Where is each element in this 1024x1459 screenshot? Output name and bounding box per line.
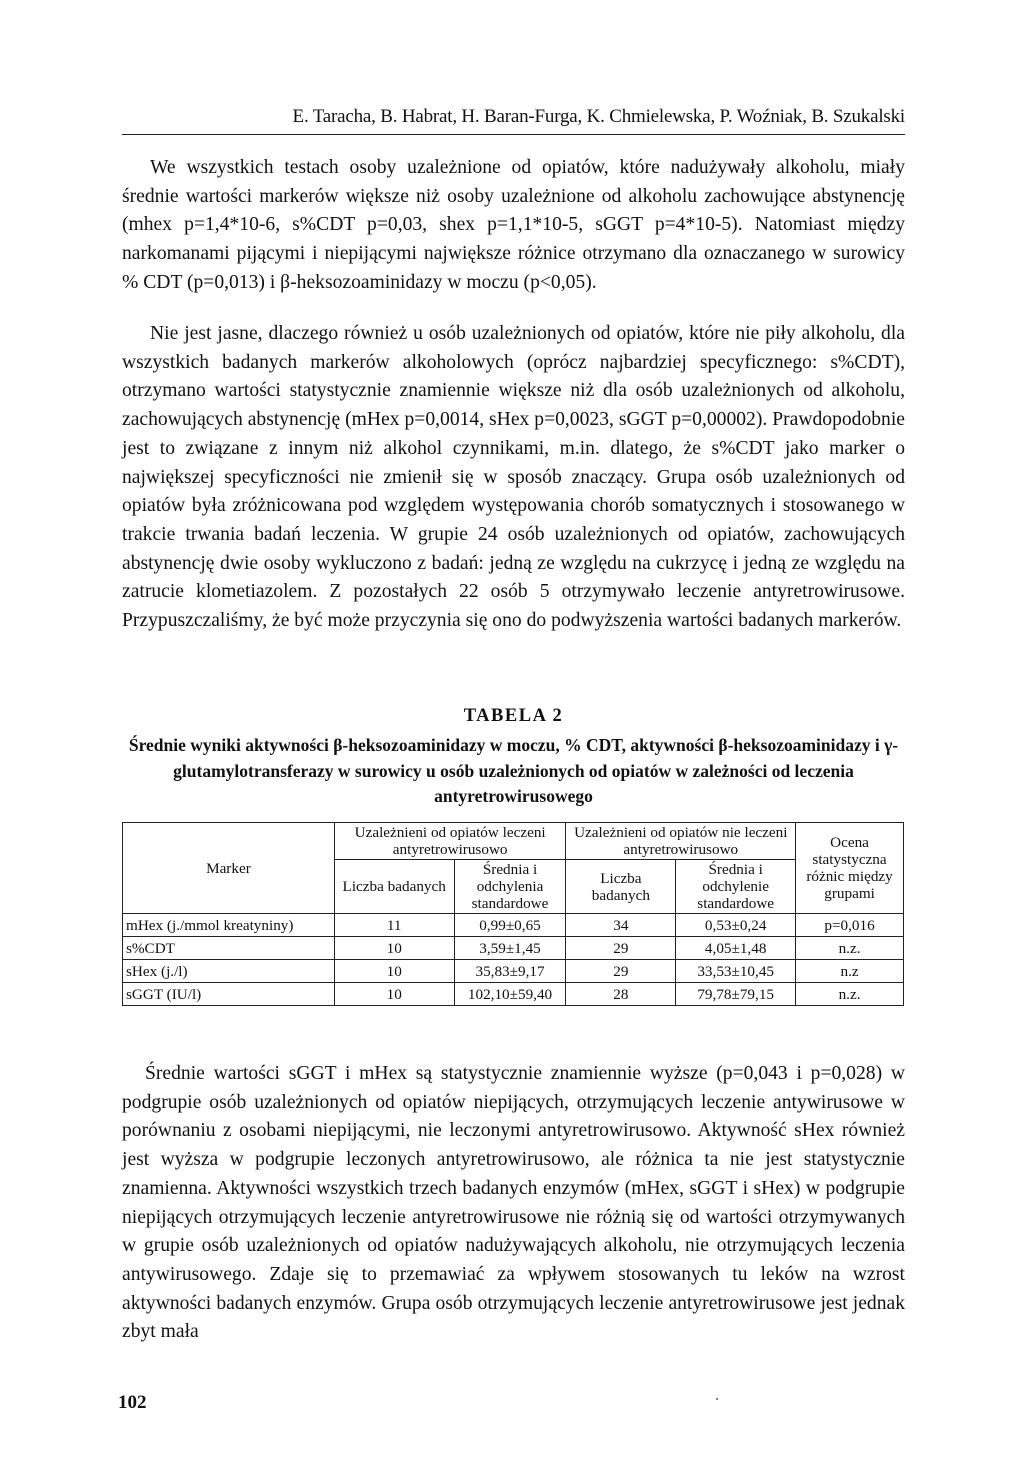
table-label: TABELA 2 bbox=[463, 706, 564, 726]
paragraph-2: Nie jest jasne, dlaczego również u osób uzależnionych od opiatów, które nie piły alkoholu, dla wszystkich badanych markerów alkoholowych (oprócz najbardziej specyficznego: s%CDT), otrzymano wartości statystycznie znamiennie większe niż dla osób uzależnionych od alkoholu, zachowujących abstynencję (mHex p=0,0014, sHex p=0,0023, sGGT p=0,00002). Prawdopodobnie jest to związane z innym niż alkohol czynnikami, m.in. dlatego, że s%CDT jako marker o największej specyficzności nie zmienił się w sposób znaczący. Grupa osób uzależnionych od opiatów była zróżnicowana pod względem występowania chorób somatycznych i stosowanego w trakcie trwania badań leczenia. W grupie 24 osób uzależnionych od opiatów, zachowujących abstynencję dwie osoby wykluczono z badań: jedną ze względu na cukrzycę i jedną ze względu na zatrucie klometiazolem. Z pozostałych 22 osób 5 otrzymywało leczenie antyretrowirusowe. Przypuszczaliśmy, że być może przyczynia się ono do podwyższenia wartości badanych markerów. bbox=[122, 323, 905, 632]
header-count-untreated: Liczba badanych bbox=[566, 860, 676, 914]
cell-mean-untreated: 0,53±0,24 bbox=[676, 914, 796, 937]
cell-count-treated: 10 bbox=[334, 937, 454, 960]
cell-mean-treated: 102,10±59,40 bbox=[454, 983, 566, 1006]
table-row bbox=[123, 960, 904, 983]
cell-mean-untreated: 4,05±1,48 bbox=[676, 937, 796, 960]
header-mean-untreated: Średnia i odchylenie standardowe bbox=[676, 860, 796, 914]
scan-speck bbox=[716, 1398, 718, 1400]
cell-marker: mHex (j./mmol kreatyniny) bbox=[123, 914, 335, 937]
table-row bbox=[123, 937, 904, 960]
header-group-untreated: Uzależnieni od opiatów nie leczeni antyretrowirusowo bbox=[566, 823, 796, 860]
cell-count-untreated: 29 bbox=[566, 937, 676, 960]
cell-mean-treated: 0,99±0,65 bbox=[454, 914, 566, 937]
paragraph-3: Średnie wartości sGGT i mHex są statystycznie znamiennie wyższe (p=0,043 i p=0,028) w podgrupie osób uzależnionych od opiatów niepijących, otrzymujących leczenie antywirusowe w porównaniu z osobami niepijącymi, nie leczonymi antyretrowirusowo. Aktywność sHex również jest wyższa w podgrupie leczonych antyretrowirusowo, ale różnica ta nie jest statystycznie znamienna. Aktywności wszystkich trzech badanych enzymów (mHex, sGGT i sHex) w podgrupie niepijących otrzymujących leczenie antyretrowirusowe nie różnią się od wartości otrzymywanych w grupie osób uzależnionych od opiatów nadużywających alkoholu, nie otrzymujących leczenia antywirusowego. Zdaje się to przemawiać za wpływem stosowanych tu leków na wzrost aktywności badanych enzymów. Grupa osób otrzymujących leczenie antyretrowirusowe jest jednak zbyt mała bbox=[122, 1063, 905, 1343]
cell-count-treated: 11 bbox=[334, 914, 454, 937]
cell-marker: s%CDT bbox=[123, 937, 335, 960]
cell-assessment: n.z. bbox=[796, 983, 904, 1006]
header-group-treated: Uzależnieni od opiatów leczeni antyretrowirusowo bbox=[334, 823, 566, 860]
results-table bbox=[122, 822, 904, 1006]
cell-count-treated: 10 bbox=[334, 983, 454, 1006]
running-header: E. Taracha, B. Habrat, H. Baran-Furga, K. Chmielewska, P. Woźniak, B. Szukalski bbox=[122, 106, 905, 135]
cell-marker: sHex (j./l) bbox=[123, 960, 335, 983]
header-mean-treated: Średnia i odchylenia standardowe bbox=[454, 860, 566, 914]
table-row bbox=[123, 914, 904, 937]
cell-count-untreated: 28 bbox=[566, 983, 676, 1006]
header-marker: Marker bbox=[123, 823, 335, 914]
header-count-treated: Liczba badanych bbox=[334, 860, 454, 914]
cell-count-treated: 10 bbox=[334, 960, 454, 983]
cell-assessment: n.z. bbox=[796, 937, 904, 960]
cell-marker: sGGT (IU/l) bbox=[123, 983, 335, 1006]
table-caption: Średnie wyniki aktywności β-heksozoaminidazy w moczu, % CDT, aktywności β-heksozoaminidazy i γ-glutamylotransferazy w surowicy u osób uzależnionych od opiatów w zależności od leczenia antyretrowirusowego bbox=[128, 735, 899, 806]
cell-assessment: p=0,016 bbox=[796, 914, 904, 937]
header-assessment: Ocena statystyczna różnic między grupami bbox=[796, 823, 904, 914]
cell-assessment: n.z bbox=[796, 960, 904, 983]
table-row bbox=[123, 983, 904, 1006]
paragraph-1: We wszystkich testach osoby uzależnione od opiatów, które nadużywały alkoholu, miały średnie wartości markerów większe niż osoby uzależnione od alkoholu zachowujące abstynencję (mhex p=1,4*10-6, s%CDT p=0,03, shex p=1,1*10-5, sGGT p=4*10-5). Natomiast między narkomanami pijącymi i niepijącymi największe różnice otrzymano dla oznaczanego w surowicy % CDT (p=0,013) i β-heksozoaminidazy w moczu (p<0,05). bbox=[122, 157, 905, 293]
cell-mean-treated: 35,83±9,17 bbox=[454, 960, 566, 983]
cell-mean-untreated: 33,53±10,45 bbox=[676, 960, 796, 983]
cell-mean-treated: 3,59±1,45 bbox=[454, 937, 566, 960]
page-number: 102 bbox=[118, 1392, 147, 1413]
cell-count-untreated: 29 bbox=[566, 960, 676, 983]
cell-mean-untreated: 79,78±79,15 bbox=[676, 983, 796, 1006]
cell-count-untreated: 34 bbox=[566, 914, 676, 937]
